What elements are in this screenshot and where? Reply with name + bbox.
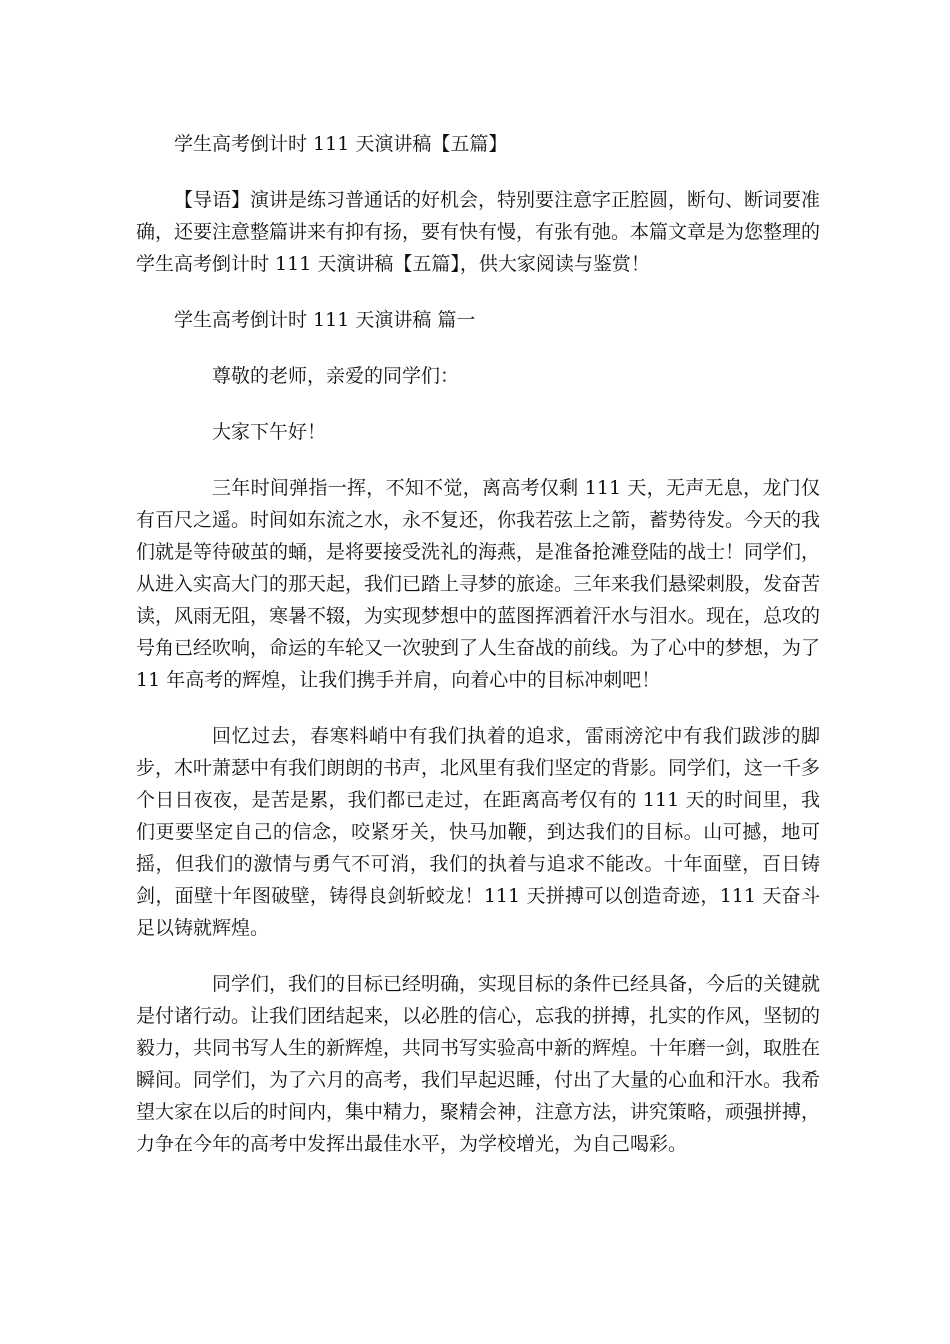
greeting: 大家下午好！ — [212, 421, 327, 443]
salutation: 尊敬的老师，亲爱的同学们： — [212, 365, 460, 387]
body-paragraph: 回忆过去，春寒料峭中有我们执着的追求，雷雨滂沱中有我们跋涉的脚步，木叶萧瑟中有我们朗朗的书声，北风里有我们坚定的背影。同学们，这一千多个日日夜夜，是苦是累，我们都已走过，在距离高考仅有的 111 天的时间里，我们更要坚定自己的信念，咬紧牙关，快马加鞭，到达我们的目标。山可撼，地可摇，但我们的激情与勇气不可消，我们的执着与追求不能改。十年面壁，百日铸剑，面壁十年图破壁，铸得良剑斩蛟龙！111 天拼搏可以创造奇迹，111 天奋斗足以铸就辉煌。 — [136, 725, 821, 939]
document-title: 学生高考倒计时 111 天演讲稿【五篇】 — [174, 133, 508, 155]
section-heading: 学生高考倒计时 111 天演讲稿 篇一 — [174, 309, 476, 331]
document-page — [136, 128, 820, 1160]
body-paragraph: 同学们，我们的目标已经明确，实现目标的条件已经具备，今后的关键就是付诸行动。让我们团结起来，以必胜的信心，忘我的拼搏，扎实的作风，坚韧的毅力，共同书写人生的新辉煌，共同书写实验高中新的辉煌。十年磨一剑，取胜在瞬间。同学们，为了六月的高考，我们早起迟睡，付出了大量的心血和汗水。我希望大家在以后的时间内，集中精力，聚精会神，注意方法，讲究策略，顽强拼搏，力争在今年的高考中发挥出最佳水平，为学校增光，为自己喝彩。 — [136, 973, 821, 1155]
body-paragraph: 三年时间弹指一挥，不知不觉，离高考仅剩 111 天，无声无息，龙门仅有百尺之遥。时间如东流之水，永不复还，你我若弦上之箭，蓄势待发。今天的我们就是等待破茧的蛹，是将要接受洗礼的海燕，是准备抢滩登陆的战士！同学们，从进入实高大门的那天起，我们已踏上寻梦的旅途。三年来我们悬梁刺股，发奋苦读，风雨无阻，寒暑不辍，为实现梦想中的蓝图挥洒着汗水与泪水。现在，总攻的号角已经吹响，命运的车轮又一次驶到了人生奋战的前线。为了心中的梦想，为了 11 年高考的辉煌，让我们携手并肩，向着心中的目标冲刺吧！ — [136, 477, 821, 691]
intro-paragraph: 【导语】演讲是练习普通话的好机会，特别要注意字正腔圆，断句、断词要准确，还要注意整篇讲来有抑有扬，要有快有慢，有张有弛。本篇文章是为您整理的学生高考倒计时 111 天演讲稿【五篇】，供大家阅读与鉴赏！ — [136, 189, 821, 275]
